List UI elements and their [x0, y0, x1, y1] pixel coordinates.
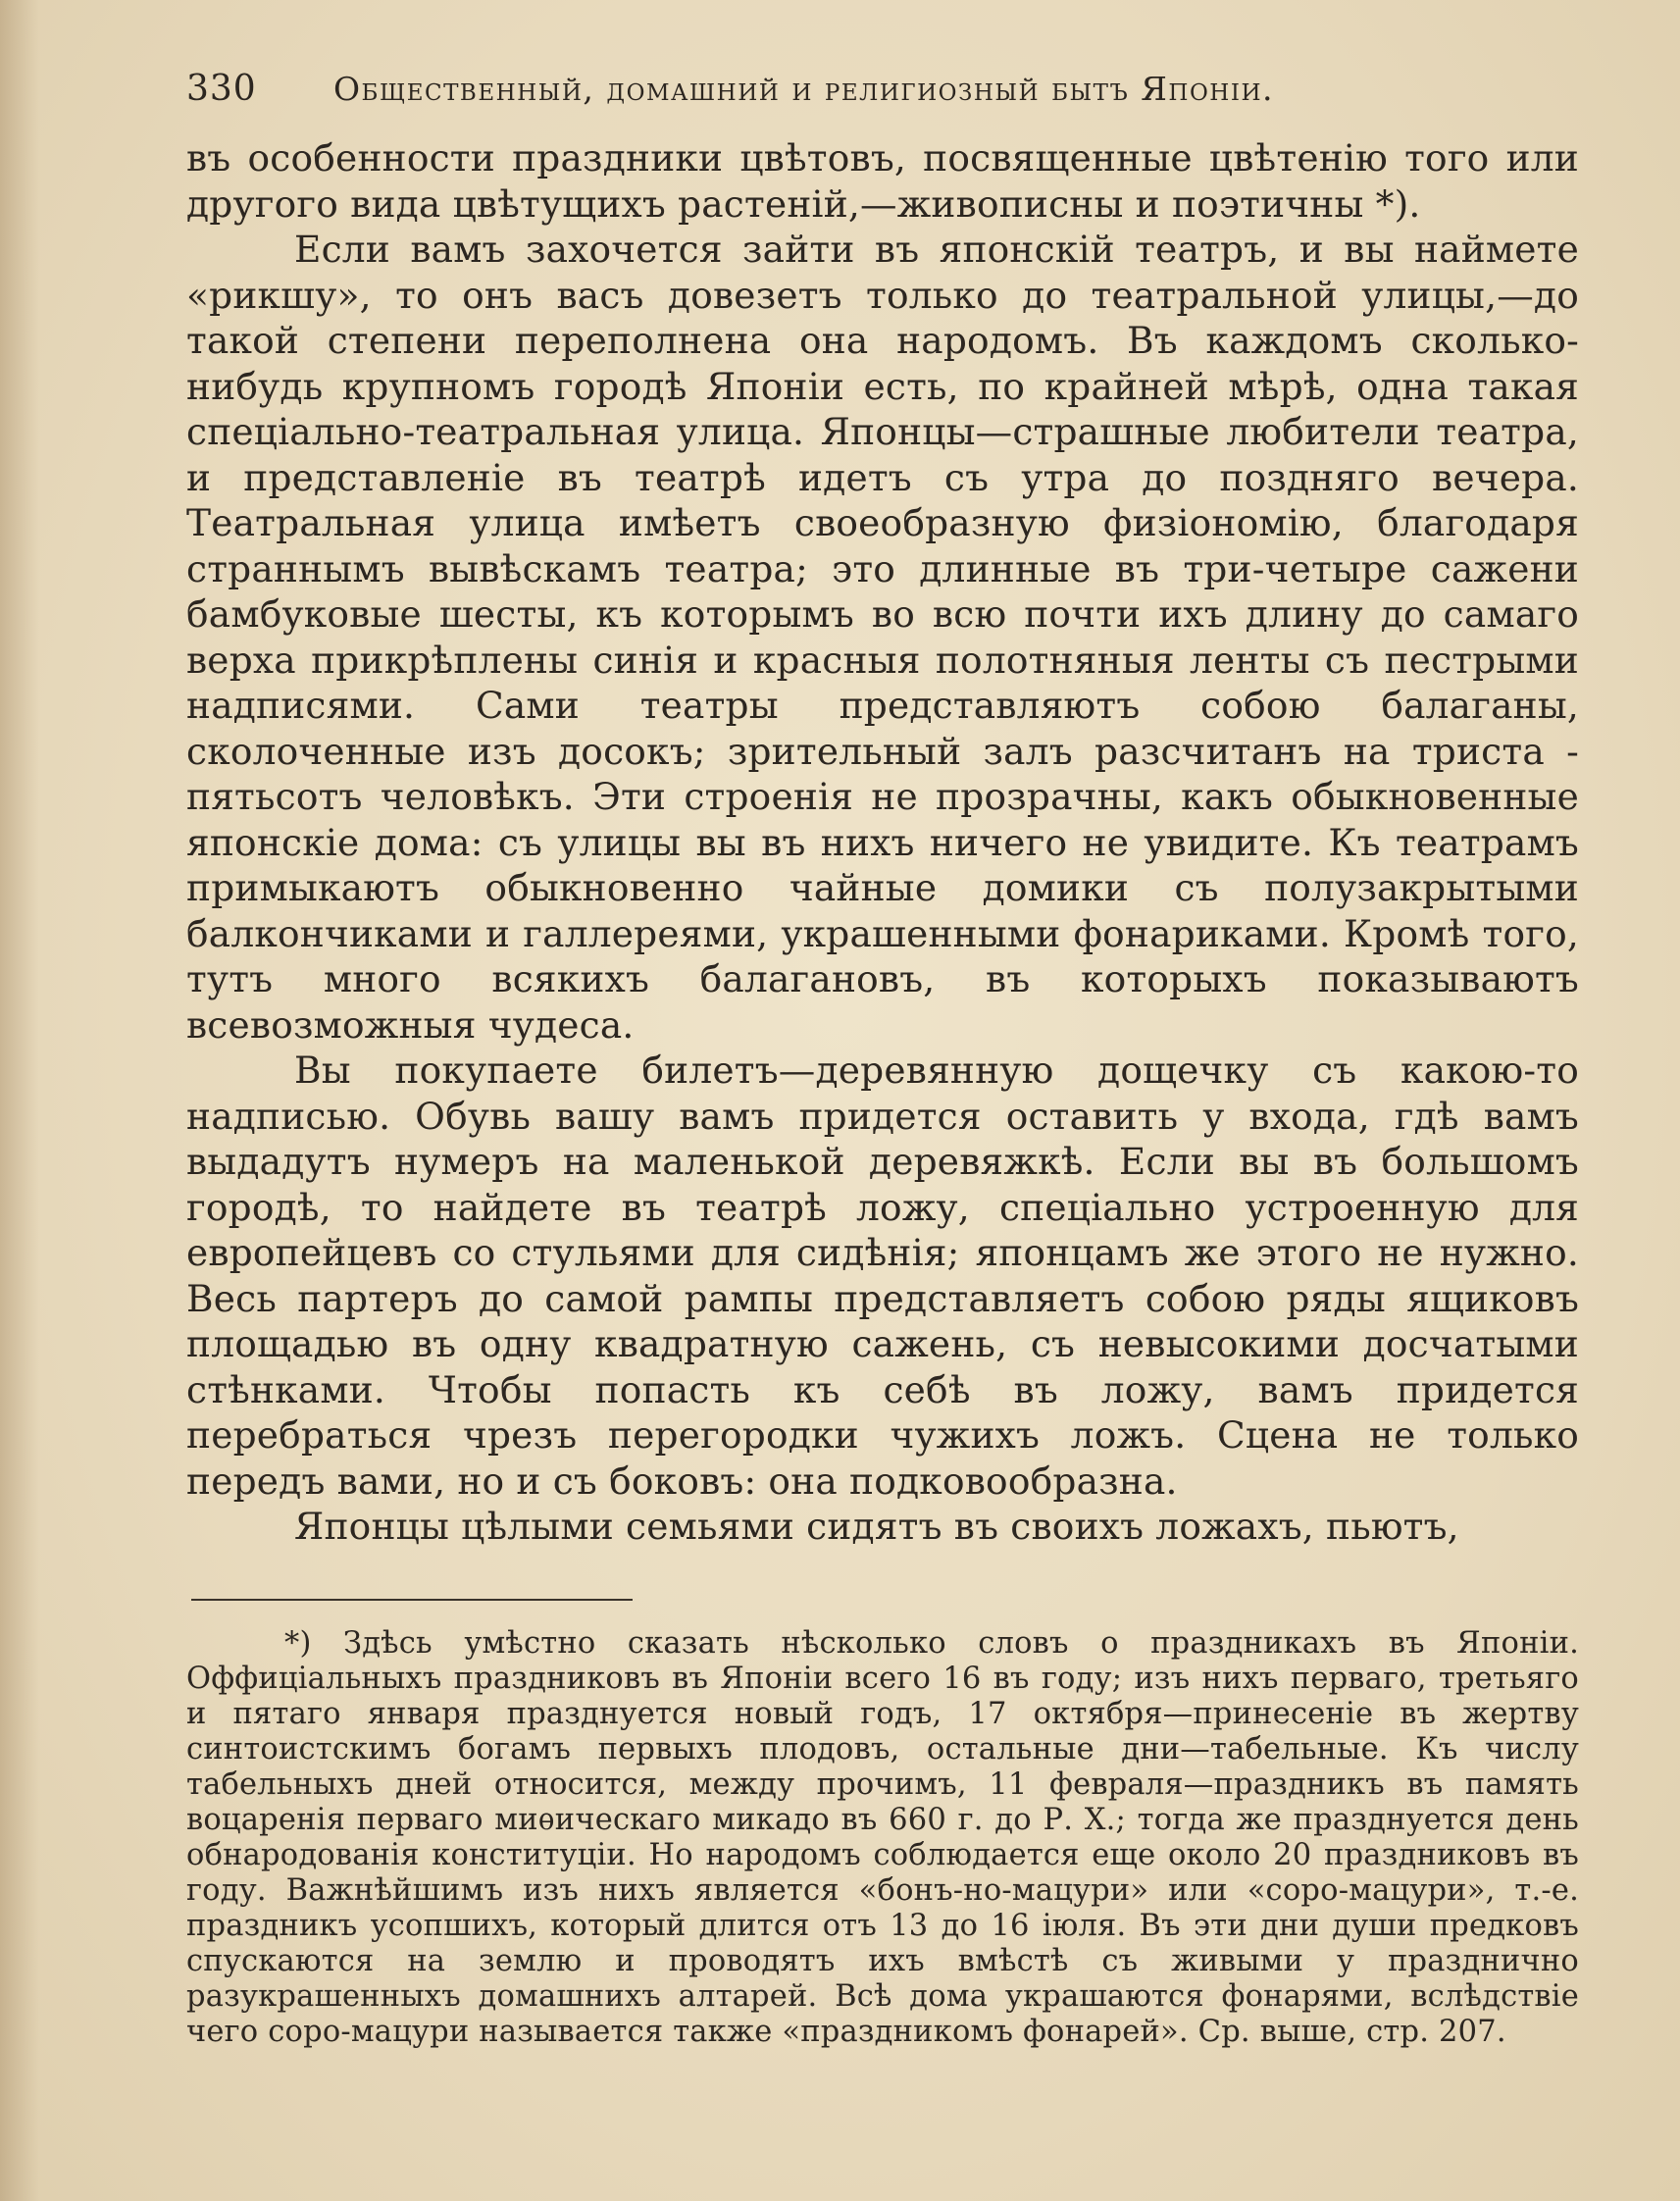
paragraph-tickets: Вы покупаете билетъ—деревянную дощечку съ какою-то надписью. Обувь вашу вамъ придется оставить у входа, гдѣ вамъ выдадутъ нумеръ на маленькой деревяжкѣ. Если вы въ большомъ городѣ, то найдете въ театрѣ ложу, спецiально устроенную для европейцевъ со стульями для сидѣнiя; японцамъ же этого не нужно. Весь партеръ до самой рампы представляетъ собою ряды ящиковъ площадью въ одну квадратную сажень, съ невысокими досчатыми стѣнками. Чтобы попасть къ себѣ въ ложу, вамъ придется перебраться чрезъ перегородки чужихъ ложъ. Сцена не только передъ вами, но и съ боковъ: она подковообразна. [186, 1049, 1579, 1503]
paragraph-theatre-street: Если вамъ захочется зайти въ японскiй театръ, и вы наймете «рикшу», то онъ васъ довезетъ только до театральной улицы,—до такой степени переполнена она народомъ. Въ каждомъ сколько-нибудь крупномъ городѣ Японiи есть, по крайней мѣрѣ, одна такая спецiально-театральная улица. Японцы—страшные любители театра, и представленiе въ театрѣ идетъ съ утра до поздняго вечера. Театральная улица имѣетъ своеобразную физiономiю, благодаря страннымъ вывѣскамъ театра; это длинные въ три-четыре сажени бамбуковые шесты, къ которымъ во всю почти ихъ длину до самаго верха прикрѣплены синiя и красныя полотняныя ленты съ пестрыми надписями. Сами театры представляютъ собою балаганы, сколоченные изъ досокъ; зрительный залъ разсчитанъ на триста - пятьсотъ человѣкъ. Эти строенiя не прозрачны, какъ обыкновенные японскiе дома: съ улицы вы въ нихъ ничего не увидите. Къ театрамъ примыкаютъ обыкновенно чайные домики съ полузакрытыми балкончиками и галлереями, украшенными фонариками. Кромѣ того, тутъ много всякихъ балагановъ, въ которыхъ показываютъ всевозможныя чудеса. [186, 228, 1579, 1047]
running-head: Общественный, домашний и религиозный бытъ Японiи. [333, 70, 1274, 108]
paragraph-continuation: въ особенности праздники цвѣтовъ, посвященные цвѣтенiю того или другого вида цвѣтущихъ растенiй,—живописны и поэтичны *). [186, 136, 1579, 226]
page-number: 330 [186, 69, 257, 109]
footnote-divider [191, 1599, 633, 1601]
body-text [186, 135, 1579, 1550]
paragraph-families: Японцы цѣлыми семьями сидятъ въ своихъ ложахъ, пьютъ, [294, 1505, 1459, 1548]
page-header [186, 69, 1579, 128]
footnote: *) Здѣсь умѣстно сказать нѣсколько словъ о праздникахъ въ Японiи. Оффицiальныхъ праздниковъ въ Японiи всего 16 въ году; изъ нихъ перваго, третьяго и пятаго января празднуется новый годъ, 17 октября—принесенiе въ жертву синтоистскимъ богамъ первыхъ плодовъ, остальные дни—табельные. Къ числу табельныхъ дней относится, между прочимъ, 11 февраля—праздникъ въ память воцаренiя перваго миѳическаго микадо въ 660 г. до Р. Х.; тогда же празднуется день обнародованiя конституцiи. Но народомъ соблюдается еще около 20 праздниковъ въ году. Важнѣйшимъ изъ нихъ является «бонъ-но-мацури» или «соро-мацури», т.-е. праздникъ усопшихъ, который длится отъ 13 до 16 iюля. Въ эти дни души предковъ спускаются на землю и проводятъ ихъ вмѣстѣ съ живыми у празднично разукрашенныхъ домашнихъ алтарей. Всѣ дома украшаются фонарями, вслѣдствiе чего соро-мацури называется также «праздникомъ фонарей». Ср. выше, стр. 207. [186, 1625, 1579, 2049]
page-content [186, 69, 1579, 2079]
gutter-shadow [0, 0, 39, 2201]
